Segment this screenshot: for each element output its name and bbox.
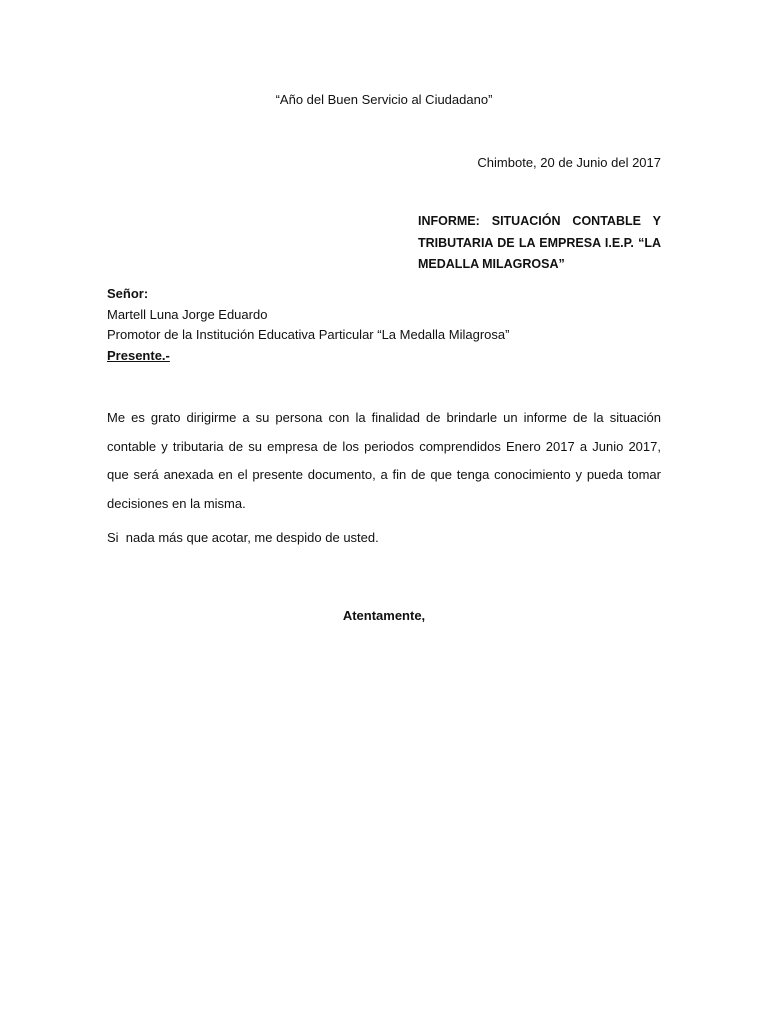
- recipient-name: Martell Luna Jorge Eduardo: [107, 306, 268, 322]
- recipient-presente: Presente.-: [107, 347, 170, 363]
- recipient-block: [107, 284, 509, 366]
- recipient-greeting: Señor:: [107, 286, 149, 301]
- closing-sentence: Si nada más que acotar, me despido de usted.: [107, 530, 379, 545]
- recipient-position: Promotor de la Institución Educativa Particular “La Medalla Milagrosa”: [107, 327, 510, 342]
- year-motto: “Año del Buen Servicio al Ciudadano”: [275, 92, 493, 107]
- subject-heading: INFORME: SITUACIÓN CONTABLE Y TRIBUTARIA DE LA EMPRESA I.E.P. “LA MEDALLA MILAGROSA”: [418, 214, 661, 271]
- place-date: Chimbote, 20 de Junio del 2017: [477, 155, 661, 170]
- body-paragraph: Me es grato dirigirme a su persona con la finalidad de brindarle un informe de la situación contable y tributaria de su empresa de los periodos comprendidos Enero 2017 a Junio 2017, que será anexada en el presente documento, a fin de que tenga conocimiento y pueda tomar decisiones en la misma.: [107, 410, 661, 512]
- signoff: Atentamente,: [342, 608, 426, 623]
